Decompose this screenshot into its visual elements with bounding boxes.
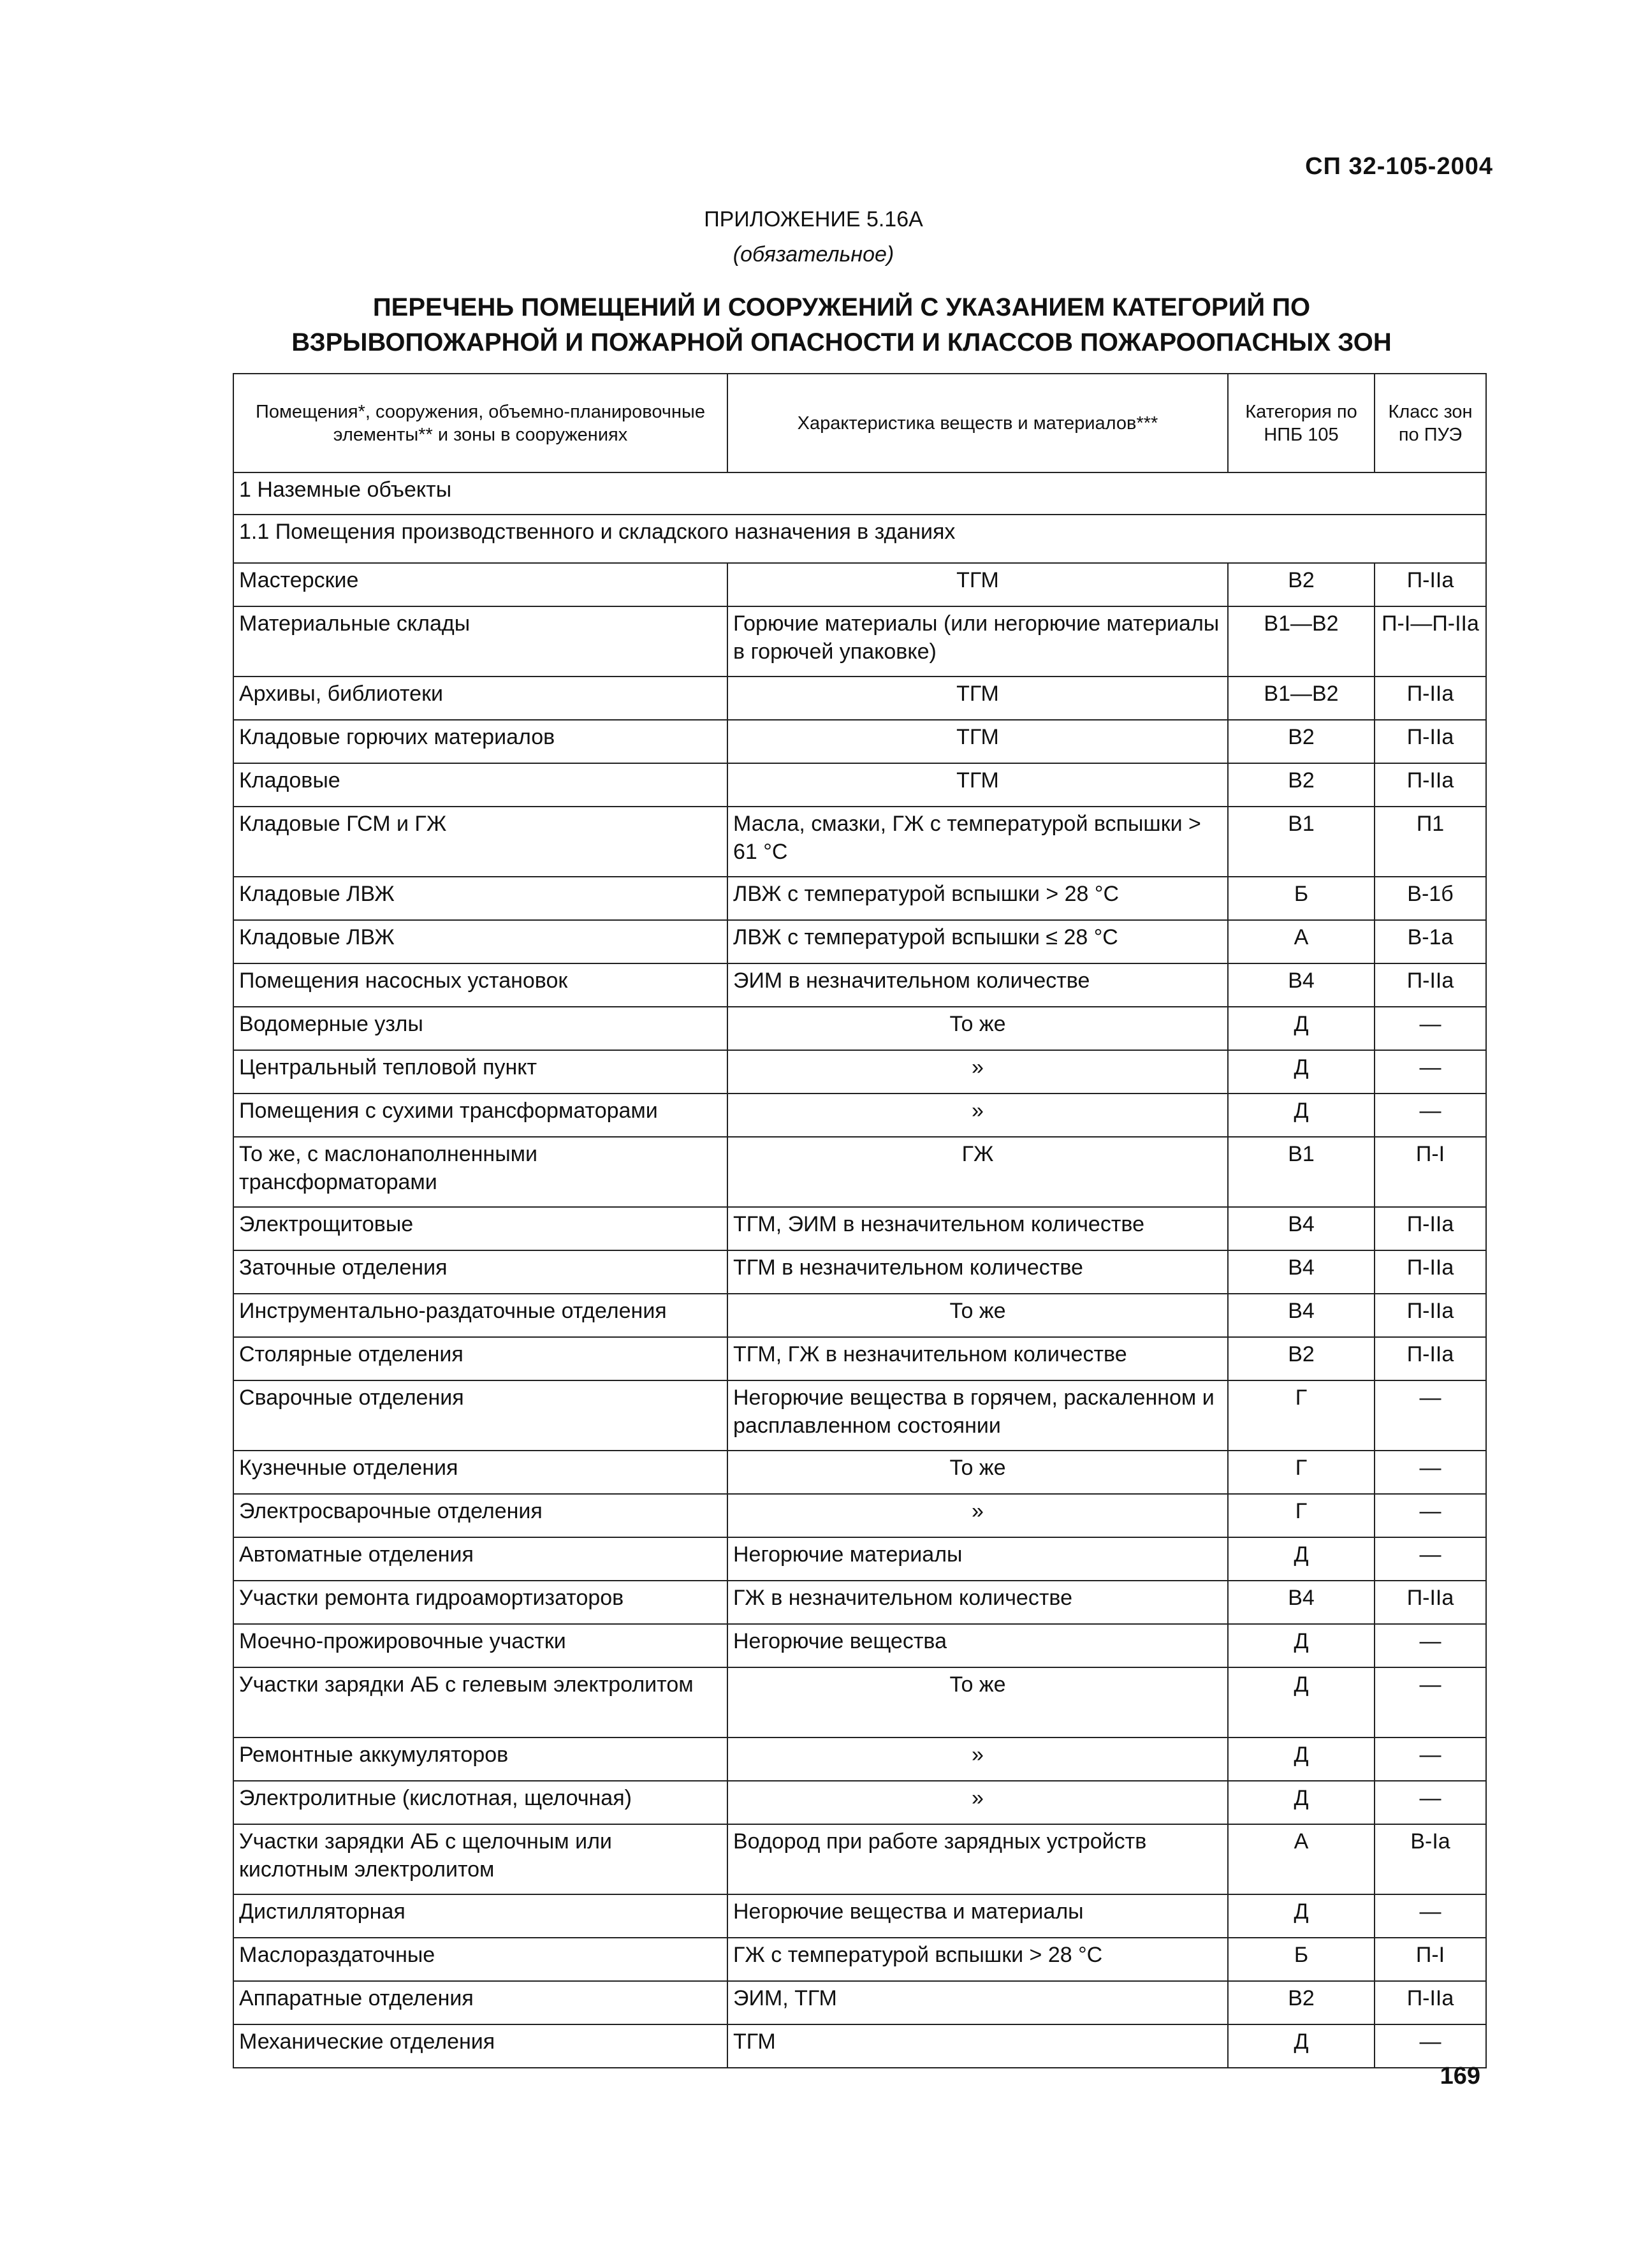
characteristics-cell: Негорючие материалы <box>727 1537 1228 1581</box>
zone-class-cell: П-IIа <box>1375 963 1486 1007</box>
category-cell: Д <box>1228 1624 1375 1667</box>
document-code: СП 32-105-2004 <box>1305 153 1493 180</box>
category-cell: Д <box>1228 1007 1375 1050</box>
table-row <box>233 1451 1486 1494</box>
characteristics-cell: Горючие материалы (или негорючие материалы в горючей упаковке) <box>727 606 1228 677</box>
category-cell: В2 <box>1228 563 1375 606</box>
characteristics-cell: То же <box>727 1667 1228 1738</box>
table-row <box>233 677 1486 720</box>
table-row <box>233 1581 1486 1624</box>
category-cell: В2 <box>1228 1337 1375 1380</box>
characteristics-cell: » <box>727 1094 1228 1137</box>
zone-class-cell: П-IIа <box>1375 1294 1486 1337</box>
table-row <box>233 1494 1486 1537</box>
table-row <box>233 920 1486 963</box>
table-row <box>233 1380 1486 1451</box>
table-row <box>233 1667 1486 1738</box>
room-name-cell: Моечно-прожировочные участки <box>233 1624 727 1667</box>
zone-class-cell: — <box>1375 1494 1486 1537</box>
table-row <box>233 1094 1486 1137</box>
zone-class-cell: П-IIа <box>1375 1337 1486 1380</box>
category-cell: Д <box>1228 2024 1375 2068</box>
category-cell: Б <box>1228 877 1375 920</box>
table-row <box>233 1050 1486 1094</box>
room-name-cell: Сварочные отделения <box>233 1380 727 1451</box>
category-cell: В2 <box>1228 720 1375 763</box>
characteristics-cell: То же <box>727 1294 1228 1337</box>
category-cell: А <box>1228 920 1375 963</box>
room-name-cell: Участки ремонта гидроамортизаторов <box>233 1581 727 1624</box>
table-row <box>233 1250 1486 1294</box>
characteristics-cell: ЭИМ, ТГМ <box>727 1981 1228 2024</box>
characteristics-cell: » <box>727 1781 1228 1824</box>
room-name-cell: Кладовые ГСМ и ГЖ <box>233 807 727 877</box>
table-row <box>233 1007 1486 1050</box>
zone-class-cell: — <box>1375 1007 1486 1050</box>
zone-class-cell: — <box>1375 1624 1486 1667</box>
room-name-cell: Электросварочные отделения <box>233 1494 727 1537</box>
zone-class-cell: П-IIа <box>1375 763 1486 807</box>
document-title <box>242 290 1441 360</box>
room-name-cell: Кладовые ЛВЖ <box>233 877 727 920</box>
characteristics-cell: » <box>727 1050 1228 1094</box>
characteristics-cell: То же <box>727 1451 1228 1494</box>
category-cell: А <box>1228 1824 1375 1894</box>
table-row <box>233 1337 1486 1380</box>
table-header-row <box>233 374 1486 472</box>
mandatory-label: (обязательное) <box>733 242 894 267</box>
room-name-cell: Водомерные узлы <box>233 1007 727 1050</box>
characteristics-cell: ТГМ <box>727 2024 1228 2068</box>
characteristics-cell: Негорючие вещества в горячем, раскаленном и расплавленном состоянии <box>727 1380 1228 1451</box>
characteristics-cell: ГЖ с температурой вспышки > 28 °С <box>727 1938 1228 1981</box>
zone-class-cell: П-I—П-IIа <box>1375 606 1486 677</box>
room-name-cell: Столярные отделения <box>233 1337 727 1380</box>
characteristics-cell: Масла, смазки, ГЖ с температурой вспышки > 61 °С <box>727 807 1228 877</box>
category-cell: Д <box>1228 1738 1375 1781</box>
subsection-row <box>233 515 1486 563</box>
category-cell: В2 <box>1228 1981 1375 2024</box>
category-cell: Б <box>1228 1938 1375 1981</box>
zone-class-cell: П-IIа <box>1375 1581 1486 1624</box>
category-cell: В4 <box>1228 1207 1375 1250</box>
characteristics-cell: ТГМ, ГЖ в незначительном количестве <box>727 1337 1228 1380</box>
category-cell: Д <box>1228 1894 1375 1938</box>
characteristics-cell: Негорючие вещества <box>727 1624 1228 1667</box>
room-name-cell: Инструментально-раздаточные отделения <box>233 1294 727 1337</box>
room-name-cell: Кладовые горючих материалов <box>233 720 727 763</box>
table-row <box>233 807 1486 877</box>
room-name-cell: Кузнечные отделения <box>233 1451 727 1494</box>
characteristics-cell: ГЖ в незначительном количестве <box>727 1581 1228 1624</box>
room-name-cell: Участки зарядки АБ с щелочным или кислотным электролитом <box>233 1824 727 1894</box>
room-name-cell: Аппаратные отделения <box>233 1981 727 2024</box>
characteristics-cell: ТГМ в незначительном количестве <box>727 1250 1228 1294</box>
characteristics-cell: ЭИМ в незначительном количестве <box>727 963 1228 1007</box>
room-name-cell: Помещения с сухими трансформаторами <box>233 1094 727 1137</box>
characteristics-cell: Негорючие вещества и материалы <box>727 1894 1228 1938</box>
category-cell: В1 <box>1228 1137 1375 1207</box>
characteristics-cell: ТГМ <box>727 720 1228 763</box>
table-row <box>233 1894 1486 1938</box>
category-cell: В1—В2 <box>1228 606 1375 677</box>
zone-class-cell: П1 <box>1375 807 1486 877</box>
category-cell: В4 <box>1228 963 1375 1007</box>
title-line-1: ПЕРЕЧЕНЬ ПОМЕЩЕНИЙ И СООРУЖЕНИЙ С УКАЗАНИЕМ КАТЕГОРИЙ ПО <box>372 293 1311 321</box>
room-name-cell: Заточные отделения <box>233 1250 727 1294</box>
category-cell: В1—В2 <box>1228 677 1375 720</box>
category-cell: Д <box>1228 1781 1375 1824</box>
zone-class-cell: — <box>1375 1537 1486 1581</box>
room-name-cell: Электрощитовые <box>233 1207 727 1250</box>
table-row <box>233 1824 1486 1894</box>
zone-class-cell: П-IIа <box>1375 1981 1486 2024</box>
zone-class-cell: П-IIа <box>1375 1207 1486 1250</box>
characteristics-cell: Водород при работе зарядных устройств <box>727 1824 1228 1894</box>
room-name-cell: Автоматные отделения <box>233 1537 727 1581</box>
zone-class-cell: П-I <box>1375 1137 1486 1207</box>
appendix-label: ПРИЛОЖЕНИЕ 5.16А <box>704 207 923 231</box>
zone-class-cell: В-1а <box>1375 920 1486 963</box>
room-name-cell: То же, с маслонаполненными трансформаторами <box>233 1137 727 1207</box>
room-name-cell: Мастерские <box>233 563 727 606</box>
table-row <box>233 963 1486 1007</box>
zone-class-cell: П-IIа <box>1375 1250 1486 1294</box>
zone-class-cell: П-IIа <box>1375 677 1486 720</box>
zone-class-cell: П-IIа <box>1375 563 1486 606</box>
room-name-cell: Кладовые ЛВЖ <box>233 920 727 963</box>
table-row <box>233 1137 1486 1207</box>
category-cell: Д <box>1228 1094 1375 1137</box>
page-number: 169 <box>1440 2063 1480 2089</box>
category-cell: В2 <box>1228 763 1375 807</box>
characteristics-cell: ЛВЖ с температурой вспышки > 28 °С <box>727 877 1228 920</box>
zone-class-cell: П-I <box>1375 1938 1486 1981</box>
room-name-cell: Ремонтные аккумуляторов <box>233 1738 727 1781</box>
room-name-cell: Материальные склады <box>233 606 727 677</box>
characteristics-cell: » <box>727 1494 1228 1537</box>
room-name-cell: Маслораздаточные <box>233 1938 727 1981</box>
zone-class-cell: — <box>1375 1738 1486 1781</box>
category-cell: В4 <box>1228 1294 1375 1337</box>
column-header-zone-class: Класс зон по ПУЭ <box>1375 374 1486 472</box>
section-row <box>233 472 1486 515</box>
room-name-cell: Кладовые <box>233 763 727 807</box>
zone-class-cell: — <box>1375 1781 1486 1824</box>
room-name-cell: Архивы, библиотеки <box>233 677 727 720</box>
table-row <box>233 606 1486 677</box>
zone-class-cell: П-IIа <box>1375 720 1486 763</box>
table-row <box>233 1938 1486 1981</box>
characteristics-cell: ГЖ <box>727 1137 1228 1207</box>
category-cell: Г <box>1228 1380 1375 1451</box>
column-header-characteristics: Характеристика веществ и материалов*** <box>727 374 1228 472</box>
category-cell: Г <box>1228 1494 1375 1537</box>
zone-class-cell: — <box>1375 1894 1486 1938</box>
category-cell: В4 <box>1228 1250 1375 1294</box>
room-name-cell: Участки зарядки АБ с гелевым электролитом <box>233 1667 727 1738</box>
category-cell: Г <box>1228 1451 1375 1494</box>
category-cell: В1 <box>1228 807 1375 877</box>
table-row <box>233 877 1486 920</box>
table-row <box>233 1207 1486 1250</box>
zone-class-cell: — <box>1375 1094 1486 1137</box>
category-cell: Д <box>1228 1537 1375 1581</box>
room-name-cell: Механические отделения <box>233 2024 727 2068</box>
zone-class-cell: — <box>1375 2024 1486 2068</box>
section-title: 1 Наземные объекты <box>233 472 1486 515</box>
table-row <box>233 1294 1486 1337</box>
room-name-cell: Электролитные (кислотная, щелочная) <box>233 1781 727 1824</box>
table-row <box>233 563 1486 606</box>
zone-class-cell: — <box>1375 1667 1486 1738</box>
table-row <box>233 2024 1486 2068</box>
category-cell: Д <box>1228 1667 1375 1738</box>
room-name-cell: Центральный тепловой пункт <box>233 1050 727 1094</box>
category-table <box>233 373 1487 2068</box>
table-row <box>233 763 1486 807</box>
table-row <box>233 1981 1486 2024</box>
column-header-premises: Помещения*, сооружения, объемно-планировочные элементы** и зоны в сооружениях <box>233 374 727 472</box>
column-header-category: Категория по НПБ 105 <box>1228 374 1375 472</box>
zone-class-cell: В-Iа <box>1375 1824 1486 1894</box>
characteristics-cell: То же <box>727 1007 1228 1050</box>
zone-class-cell: — <box>1375 1050 1486 1094</box>
subsection-title: 1.1 Помещения производственного и складского назначения в зданиях <box>233 515 1486 563</box>
category-cell: Д <box>1228 1050 1375 1094</box>
category-cell: В4 <box>1228 1581 1375 1624</box>
characteristics-cell: ТГМ <box>727 677 1228 720</box>
zone-class-cell: — <box>1375 1380 1486 1451</box>
zone-class-cell: — <box>1375 1451 1486 1494</box>
characteristics-cell: ТГМ, ЭИМ в незначительном количестве <box>727 1207 1228 1250</box>
table-row <box>233 1781 1486 1824</box>
zone-class-cell: В-1б <box>1375 877 1486 920</box>
table-row <box>233 1624 1486 1667</box>
table-row <box>233 720 1486 763</box>
table-row <box>233 1738 1486 1781</box>
title-line-2: ВЗРЫВОПОЖАРНОЙ И ПОЖАРНОЙ ОПАСНОСТИ И КЛАССОВ ПОЖАРООПАСНЫХ ЗОН <box>291 328 1392 356</box>
room-name-cell: Дистилляторная <box>233 1894 727 1938</box>
characteristics-cell: ЛВЖ с температурой вспышки ≤ 28 °С <box>727 920 1228 963</box>
characteristics-cell: ТГМ <box>727 563 1228 606</box>
characteristics-cell: ТГМ <box>727 763 1228 807</box>
characteristics-cell: » <box>727 1738 1228 1781</box>
room-name-cell: Помещения насосных установок <box>233 963 727 1007</box>
table-row <box>233 1537 1486 1581</box>
